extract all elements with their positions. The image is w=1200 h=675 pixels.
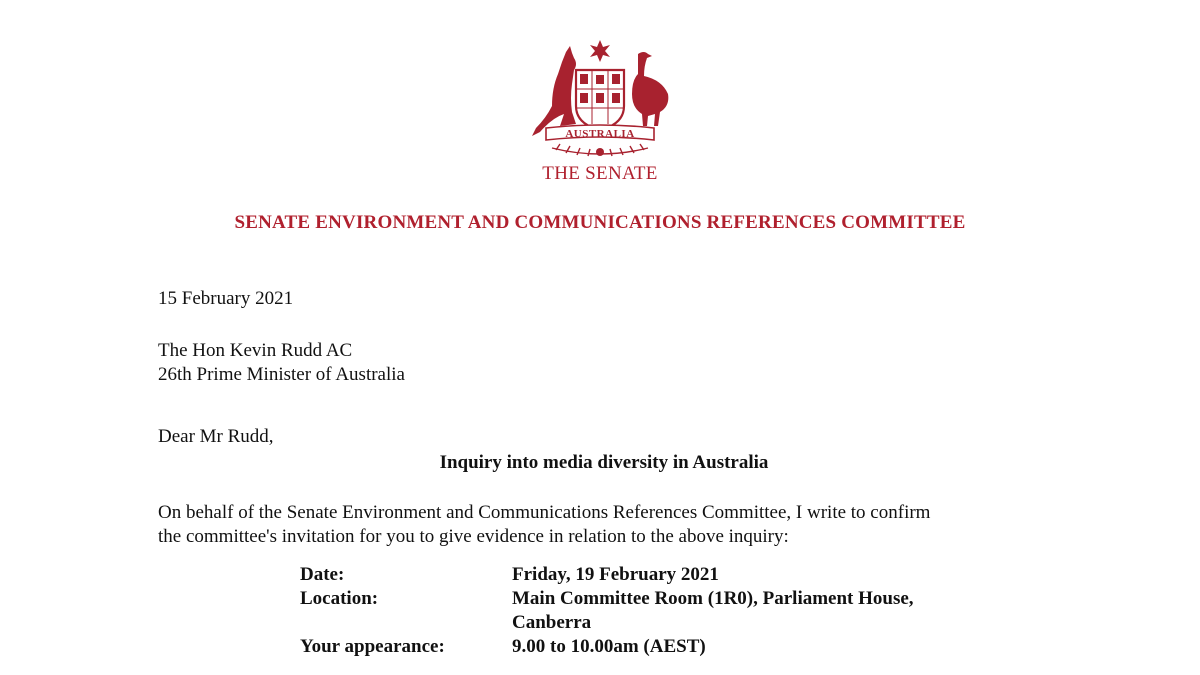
detail-row-location: [300, 587, 1012, 611]
detail-value: Main Committee Room (1R0), Parliament House,: [512, 588, 914, 609]
subject-line: Inquiry into media diversity in Australia: [439, 452, 769, 473]
body-paragraph-line-2: the committee's invitation for you to give evidence in relation to the above inquiry:: [158, 526, 789, 547]
detail-row-location-continued: [300, 611, 1012, 635]
chamber-name: THE SENATE: [542, 163, 658, 184]
recipient-name: The Hon Kevin Rudd AC: [158, 340, 353, 361]
body-paragraph-line-1: On behalf of the Senate Environment and Communications References Committee, I write to confirm: [158, 502, 931, 523]
coat-of-arms-icon: [512, 36, 688, 160]
detail-value: 9.00 to 10.00am (AEST): [512, 636, 706, 657]
commonwealth-star-icon: [590, 40, 610, 62]
detail-value: Friday, 19 February 2021: [512, 564, 719, 585]
salutation: Dear Mr Rudd,: [158, 426, 274, 447]
crest-scroll-text: AUSTRALIA: [565, 128, 635, 140]
detail-label: Your appearance:: [300, 636, 445, 657]
detail-label-empty: [300, 611, 512, 635]
emu-icon: [632, 52, 668, 126]
detail-row-appearance: [300, 635, 1012, 659]
detail-label: Location:: [300, 588, 379, 609]
committee-title: SENATE ENVIRONMENT AND COMMUNICATIONS REFERENCES COMMITTEE: [234, 212, 966, 233]
detail-row-date: [300, 563, 1012, 587]
kangaroo-icon: [532, 46, 576, 136]
appearance-details: [300, 563, 1012, 659]
detail-value: Canberra: [512, 612, 592, 633]
letter-date: 15 February 2021: [158, 288, 294, 309]
detail-label: Date:: [300, 564, 345, 585]
recipient-title: 26th Prime Minister of Australia: [158, 364, 405, 385]
